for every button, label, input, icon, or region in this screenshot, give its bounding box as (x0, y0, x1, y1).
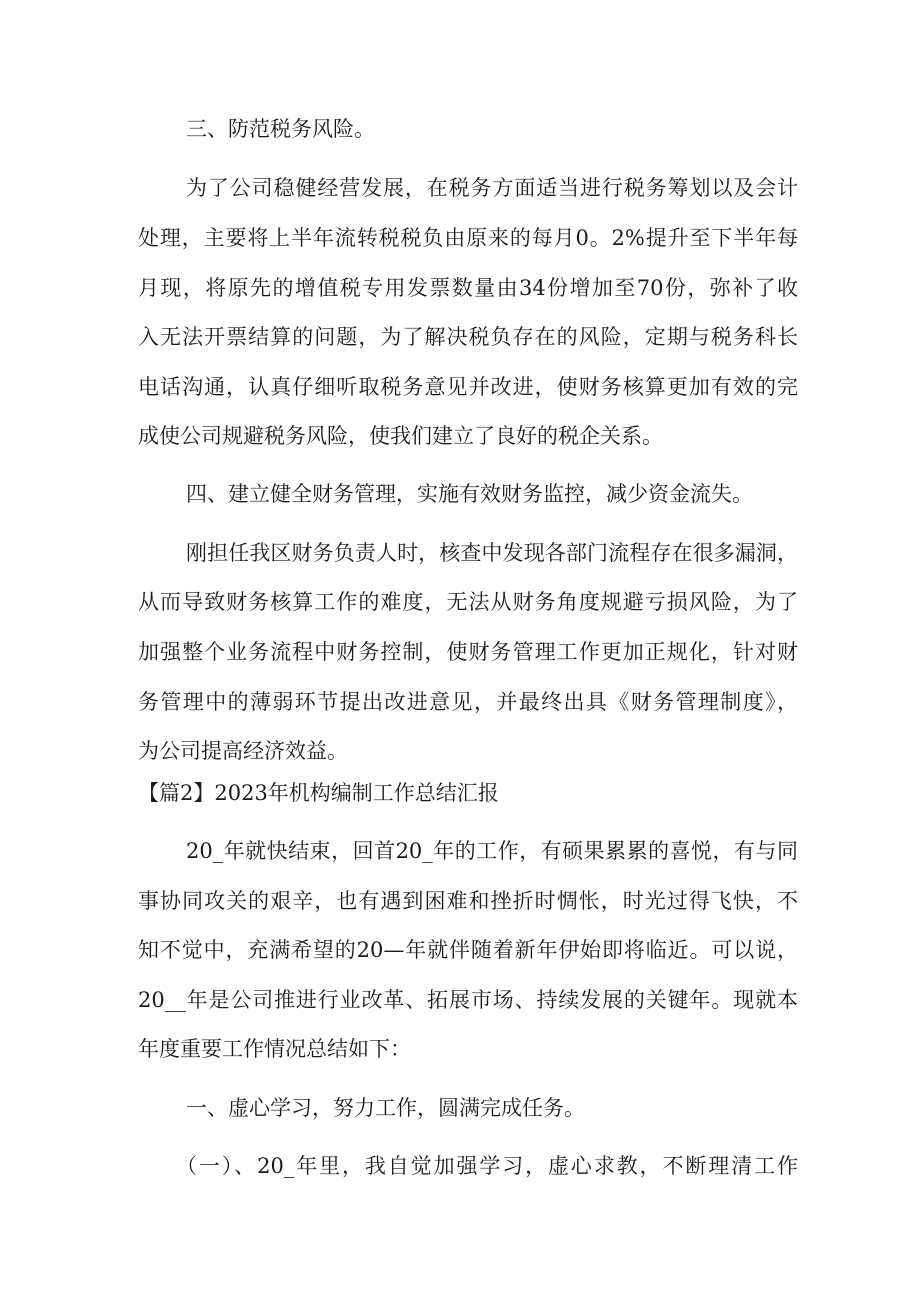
paragraph-line: 为公司提高经济效益。 (138, 739, 348, 763)
paragraph-line: 刚担任我区财务负责人时，核查中发现各部门流程存在很多漏洞， (186, 541, 798, 565)
paragraph-line: 成使公司规避税务风险，使我们建立了良好的税企关系。 (138, 424, 663, 448)
heading-learning-work: 一、虚心学习，努力工作，圆满完成任务。 (186, 1096, 585, 1120)
paragraph-line: 20_年就快结束，回首20_年的工作，有硕果累累的喜悦，有与同 (186, 839, 798, 863)
paragraph-line: 事协同攻关的艰辛，也有遇到困难和挫折时惆怅，时光过得飞快，不 (138, 889, 798, 913)
paragraph-line: 从而导致财务核算工作的难度，无法从财务角度规避亏损风险，为了 (138, 590, 798, 614)
section-title: 【篇2】2023年机构编制工作总结汇报 (138, 781, 499, 805)
paragraph-line: 处理，主要将上半年流转税税负由原来的每月0。2%提升至下半年每 (138, 226, 798, 250)
paragraph-line: 为了公司稳健经营发展，在税务方面适当进行税务筹划以及会计 (186, 176, 798, 200)
paragraph-line: （一）、20_年里，我自觉加强学习，虚心求教，不断理清工作 (176, 1154, 798, 1178)
paragraph-line: 年度重要工作情况总结如下： (138, 1037, 411, 1061)
paragraph-line: 电话沟通，认真仔细听取税务意见并改进，使财务核算更加有效的完 (138, 375, 798, 399)
paragraph-line: 入无法开票结算的问题，为了解决税负存在的风险，定期与税务科长 (138, 325, 798, 349)
heading-tax-risk: 三、防范税务风险。 (186, 117, 375, 141)
paragraph-line: 加强整个业务流程中财务控制，使财务管理工作更加正规化，针对财 (138, 640, 798, 664)
paragraph-line: 务管理中的薄弱环节提出改进意见，并最终出具《财务管理制度》， (138, 690, 798, 714)
paragraph-line: 月现，将原先的增值税专用发票数量由34份增加至70份，弥补了收 (138, 276, 798, 300)
paragraph-line: 知不觉中，充满希望的20—年就伴随着新年伊始即将临近。可以说， (138, 938, 798, 962)
heading-financial-management: 四、建立健全财务管理，实施有效财务监控，减少资金流失。 (186, 482, 753, 506)
paragraph-line: 20__年是公司推进行业改革、拓展市场、持续发展的关键年。现就本 (138, 988, 798, 1012)
